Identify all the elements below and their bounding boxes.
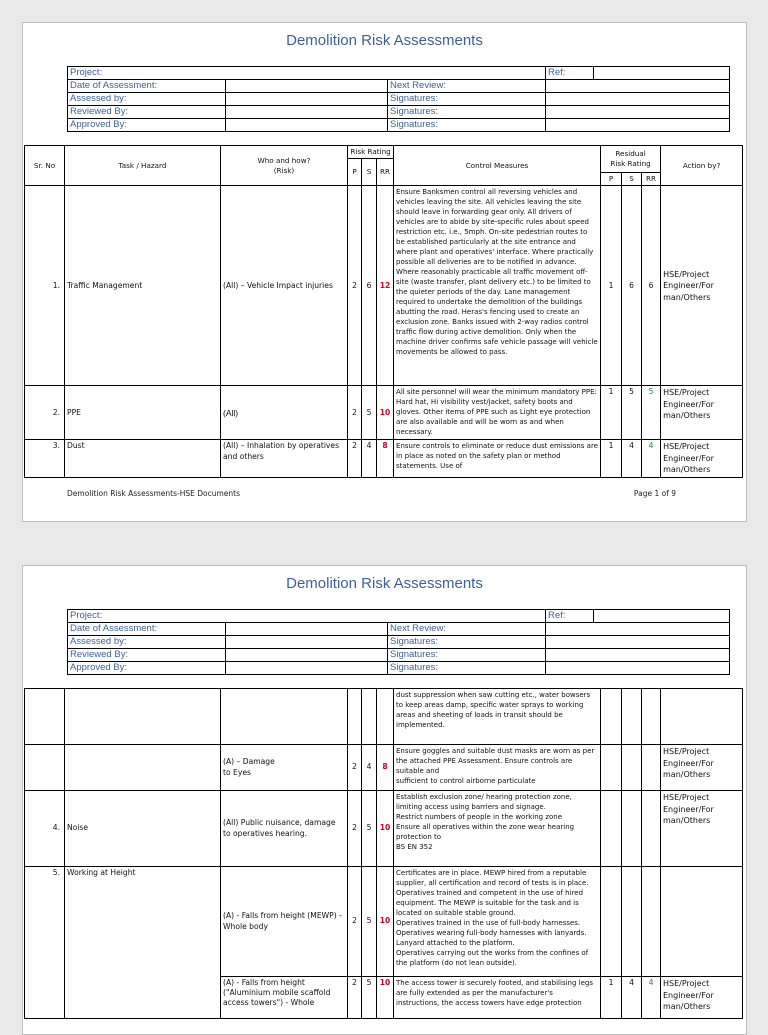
row-p: 2 [348, 386, 362, 440]
signatures-label: Signatures: [388, 119, 546, 132]
row-residual-s: 4 [622, 440, 642, 478]
row-s: 5 [362, 791, 377, 867]
assessment-header-table [67, 66, 730, 132]
row-rr: 8 [377, 440, 394, 478]
row-sr-no: 4. [25, 791, 65, 867]
row-who: (All) – Inhalation by operatives and others [221, 440, 348, 478]
row-action-by: HSE/Project Engineer/For man/Others [661, 386, 743, 440]
row-s [362, 689, 377, 745]
signatures-value [546, 119, 730, 132]
row-residual-p: 1 [601, 186, 622, 386]
ref-label: Ref: [546, 67, 594, 80]
row-control-measures: Establish exclusion zone/ hearing protection zone, limiting access using barriers and signage. Restrict numbers of people in the working zone Ensure all operatives within the zone wear hearing protection to BS EN 352 [394, 791, 601, 867]
row-who: (A) - Falls from height (MEWP) - Whole body [221, 867, 348, 977]
row-action-by: HSE/Project Engineer/For man/Others [661, 440, 743, 478]
col-p: P [348, 159, 362, 186]
row-p: 2 [348, 440, 362, 478]
row-sr-no: 1. [25, 186, 65, 386]
signatures-value [546, 106, 730, 119]
row-p: 2 [348, 977, 362, 1019]
table-row [25, 386, 743, 440]
row-residual-p [601, 867, 622, 977]
signatures-value [546, 636, 730, 649]
signatures-label: Signatures: [388, 636, 546, 649]
col-action-by: Action by? [661, 146, 743, 186]
col-task-hazard: Task / Hazard [65, 146, 221, 186]
col-residual-risk-rating: Residual Risk Rating [601, 146, 661, 173]
row-residual-p [601, 689, 622, 745]
row-sr-no: 5. [25, 867, 65, 1019]
reviewed-by-value [226, 649, 388, 662]
page-footer-title: Demolition Risk Assessments-HSE Documents [67, 489, 241, 498]
next-review-value [546, 623, 730, 636]
row-p [348, 689, 362, 745]
project-label: Project: [68, 67, 546, 80]
table-row [25, 867, 743, 977]
col-sr-no: Sr. No [25, 146, 65, 186]
row-control-measures: Ensure controls to eliminate or reduce dust emissions are in place as noted on the safety plan or method statements. Use of [394, 440, 601, 478]
page-number: Page 1 of 9 [633, 489, 676, 498]
row-residual-s [622, 745, 642, 791]
signatures-value [546, 649, 730, 662]
row-task [65, 689, 221, 745]
row-action-by [661, 689, 743, 745]
row-residual-p: 1 [601, 386, 622, 440]
ref-value [594, 67, 730, 80]
row-residual-rr [642, 689, 661, 745]
row-who: (A) - Falls from height ("Aluminium mobile scaffold access towers") - Whole [221, 977, 348, 1019]
row-residual-rr [642, 791, 661, 867]
document-title: Demolition Risk Assessments [286, 575, 483, 592]
date-of-assessment-value [226, 623, 388, 636]
row-residual-rr: 4 [642, 440, 661, 478]
signatures-label: Signatures: [388, 662, 546, 675]
col-control-measures: Control Measures [394, 146, 601, 186]
row-residual-rr [642, 867, 661, 977]
signatures-label: Signatures: [388, 93, 546, 106]
col-who-and-how: Who and how? (Risk) [221, 146, 348, 186]
row-residual-rr [642, 745, 661, 791]
next-review-label: Next Review: [388, 623, 546, 636]
approved-by-label: Approved By: [68, 119, 226, 132]
row-who [221, 689, 348, 745]
row-who: (A) – Damage to Eyes [221, 745, 348, 791]
table-row [25, 791, 743, 867]
risk-assessment-table [24, 688, 743, 1019]
col-residual-p: P [601, 173, 622, 186]
ref-label: Ref: [546, 610, 594, 623]
row-who: (All) – Vehicle Impact injuries [221, 186, 348, 386]
row-task [65, 745, 221, 791]
signatures-value [546, 662, 730, 675]
row-residual-s: 6 [622, 186, 642, 386]
document-page-2 [22, 565, 747, 1035]
row-rr: 10 [377, 791, 394, 867]
next-review-value [546, 80, 730, 93]
row-s: 5 [362, 386, 377, 440]
col-residual-rr: RR [642, 173, 661, 186]
assessed-by-value [226, 636, 388, 649]
row-rr: 10 [377, 386, 394, 440]
row-residual-rr: 4 [642, 977, 661, 1019]
row-residual-s [622, 689, 642, 745]
row-s: 5 [362, 977, 377, 1019]
signatures-label: Signatures: [388, 106, 546, 119]
row-residual-rr: 5 [642, 386, 661, 440]
row-residual-p: 1 [601, 440, 622, 478]
col-rr: RR [377, 159, 394, 186]
row-s: 4 [362, 745, 377, 791]
approved-by-value [226, 119, 388, 132]
row-control-measures: dust suppression when saw cutting etc., water bowsers to keep areas damp, specific water sprays to working areas and sheeting of loads in transit should be implemented. [394, 689, 601, 745]
assessment-header-table [67, 609, 730, 675]
signatures-label: Signatures: [388, 649, 546, 662]
row-residual-p [601, 791, 622, 867]
signatures-value [546, 93, 730, 106]
assessed-by-label: Assessed by: [68, 93, 226, 106]
row-residual-p: 1 [601, 977, 622, 1019]
row-residual-p [601, 745, 622, 791]
date-of-assessment-value [226, 80, 388, 93]
row-rr: 8 [377, 745, 394, 791]
reviewed-by-label: Reviewed By: [68, 649, 226, 662]
row-control-measures: Ensure Banksmen control all reversing vehicles and vehicles leaving the site. All vehicles leaving the site should leave in forwarding gear only. All drivers of vehicles are to abide by site-specific rules about speed restriction etc. i.e., 5mph. On-site pedestrian routes to be established particularly at the site entrance and where plant and operatives' interface. Where practically possible all deliveries are to be notified in advance. Where reasonably practicable all traffic movement off-site (waste transfer, plant delivery etc.) to be limited to the quieter periods of the day. Lane management required to undertake the demolition of the buildings abutting the road. Heras's fencing used to create an exclusion zone. Banks issued with 2-way radios control traffic flow during active demolition. Only when the machine driver confirms safe vehicle passage will vehicle movements be allowed to pass. [394, 186, 601, 386]
row-control-measures: The access tower is securely footed, and stabilising legs are fully extended as per the manufacturer's instructions, the access towers have edge protection [394, 977, 601, 1019]
row-sr-no [25, 689, 65, 745]
table-row [25, 440, 743, 478]
table-row [25, 745, 743, 791]
document-title: Demolition Risk Assessments [286, 32, 483, 49]
row-who: (All) [221, 386, 348, 440]
approved-by-value [226, 662, 388, 675]
row-rr: 12 [377, 186, 394, 386]
table-row [25, 689, 743, 745]
project-label: Project: [68, 610, 546, 623]
date-of-assessment-label: Date of Assessment: [68, 623, 226, 636]
ref-value [594, 610, 730, 623]
row-task: Dust [65, 440, 221, 478]
row-control-measures: Ensure goggles and suitable dust masks are worn as per the attached PPE Assessment. Ensure controls are suitable and sufficient to control airborne particulate [394, 745, 601, 791]
assessed-by-label: Assessed by: [68, 636, 226, 649]
row-s: 4 [362, 440, 377, 478]
approved-by-label: Approved By: [68, 662, 226, 675]
row-rr: 10 [377, 977, 394, 1019]
row-p: 2 [348, 867, 362, 977]
row-sr-no: 3. [25, 440, 65, 478]
row-action-by: HSE/Project Engineer/For man/Others [661, 745, 743, 791]
row-sr-no: 2. [25, 386, 65, 440]
row-task: Traffic Management [65, 186, 221, 386]
date-of-assessment-label: Date of Assessment: [68, 80, 226, 93]
row-task: Noise [65, 791, 221, 867]
next-review-label: Next Review: [388, 80, 546, 93]
row-action-by: HSE/Project Engineer/For man/Others [661, 977, 743, 1019]
row-p: 2 [348, 745, 362, 791]
row-s: 6 [362, 186, 377, 386]
row-control-measures: All site personnel will wear the minimum mandatory PPE: Hard hat, Hi visibility vest/jacket, safety boots and gloves. Other items of PPE such as Light eye protection are also available and will be worn as and when necessary. [394, 386, 601, 440]
row-residual-s: 5 [622, 386, 642, 440]
row-action-by: HSE/Project Engineer/For man/Others [661, 791, 743, 867]
row-rr [377, 689, 394, 745]
document-page-1 [22, 22, 747, 522]
table-row [25, 186, 743, 386]
row-sr-no [25, 745, 65, 791]
reviewed-by-label: Reviewed By: [68, 106, 226, 119]
row-residual-s [622, 791, 642, 867]
reviewed-by-value [226, 106, 388, 119]
row-task: Working at Height [65, 867, 221, 1019]
row-rr: 10 [377, 867, 394, 977]
row-task: PPE [65, 386, 221, 440]
col-residual-s: S [622, 173, 642, 186]
row-residual-s [622, 867, 642, 977]
row-action-by: HSE/Project Engineer/For man/Others [661, 186, 743, 386]
col-s: S [362, 159, 377, 186]
row-who: (All) Public nuisance, damage to operatives hearing. [221, 791, 348, 867]
row-residual-rr: 6 [642, 186, 661, 386]
row-p: 2 [348, 791, 362, 867]
risk-assessment-table [24, 145, 743, 478]
row-control-measures: Certificates are in place. MEWP hired from a reputable supplier, all certification and record of tests is in place. Operatives trained and competent in the use of hired equipment. The MEWP is suitable for the task and is located on suitable stable ground. Operatives trained in the use of full-body harnesses. Operatives wearing full-body harnesses with lanyards. Lanyard attached to the platform. Operatives carrying out the works from the confines of the platform (do not lean outside). [394, 867, 601, 977]
row-p: 2 [348, 186, 362, 386]
assessed-by-value [226, 93, 388, 106]
row-s: 5 [362, 867, 377, 977]
row-residual-s: 4 [622, 977, 642, 1019]
col-risk-rating: Risk Rating [348, 146, 394, 159]
row-action-by [661, 867, 743, 977]
